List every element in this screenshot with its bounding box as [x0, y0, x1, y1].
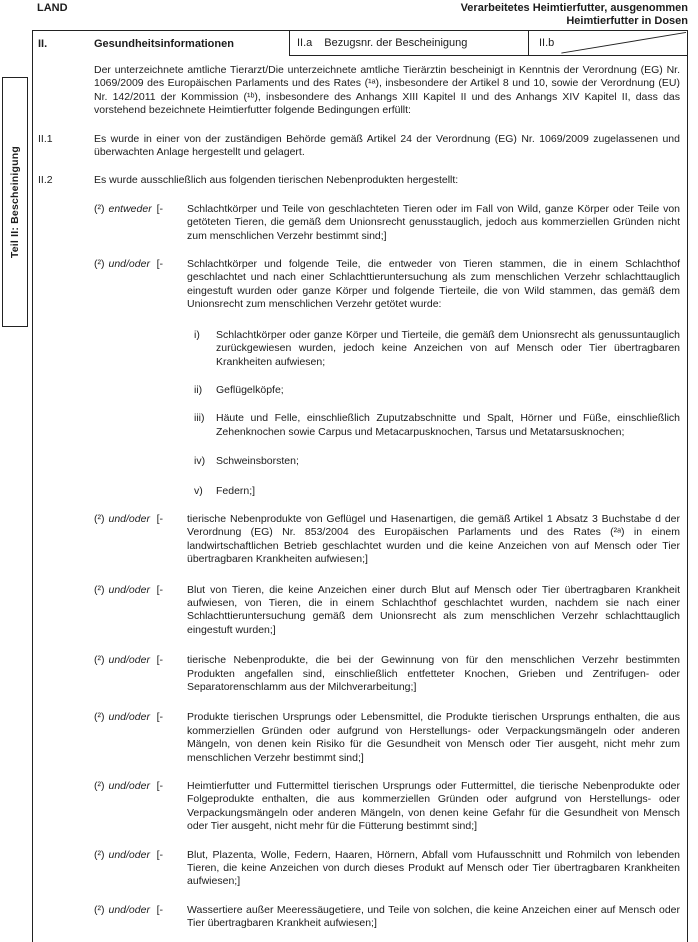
- option-open-bracket: [-: [156, 654, 163, 667]
- footnote-marker: (²): [94, 711, 105, 724]
- option-conjunction: und/oder: [108, 711, 150, 724]
- reference-number-code: II.a: [297, 37, 313, 49]
- document-title-line2: Heimtierfutter in Dosen: [566, 15, 688, 27]
- option-text: [187, 258, 680, 498]
- option-item-undoder-5: [94, 711, 680, 765]
- option-items-column: [94, 203, 680, 942]
- option-conjunction: und/oder: [108, 780, 150, 793]
- option-conjunction: und/oder: [108, 258, 150, 271]
- header-cell-local-reference: [528, 31, 687, 56]
- option-text: Schlachtkörper und Teile von geschlachteten Tieren oder im Fall von Wild, ganze Körper oder Teile von getöteten Tieren, die gemäß dem Unionsrecht genusstauglich, jedoch aus kommerziellen Gründen nicht zum menschlichen Verzehr bestimmt sind;]: [187, 202, 680, 242]
- option-label: [94, 904, 187, 931]
- intro-paragraph-row: [33, 64, 680, 118]
- option-item-undoder-6: [94, 780, 680, 834]
- sub-item-text: Schweinsborsten;: [216, 455, 299, 468]
- option-label: [94, 849, 187, 889]
- option-conjunction: und/oder: [108, 654, 150, 667]
- option-text: Blut, Plazenta, Wolle, Federn, Haaren, Hörnern, Abfall vom Hufausschnitt und Rohmilch von lebenden Tieren, die keine Anzeichen von durch dieses Produkt auf Mensch oder Tier übertragbaren Krankheiten aufwiesen;]: [187, 848, 680, 888]
- option-label: [94, 584, 187, 638]
- sub-item-number: i): [194, 328, 200, 341]
- option-text: tierische Nebenprodukte von Geflügel und Hasenartigen, die gemäß Artikel 1 Absatz 3 Buchstabe d der Verordnung (EG) Nr. 853/2004 des Europäischen Parlaments und des Rates (²ᵃ) in einem landwirtschaftlichen Betrieb geschlachtet wurden und die keine Anzeichen von auf Mensch oder Tier übertragbaren Krankheiten aufwiesen;]: [187, 512, 680, 566]
- option-label: [94, 654, 187, 694]
- option-open-bracket: [-: [156, 583, 163, 596]
- option-label: [94, 780, 187, 834]
- intro-num-spacer: [33, 64, 94, 118]
- option-item-entweder: [94, 203, 680, 243]
- option-label: [94, 513, 187, 567]
- section-number: II.: [38, 37, 48, 50]
- footnote-marker: (²): [94, 583, 105, 596]
- certificate-header-row: [33, 31, 687, 56]
- option-item-undoder-7: [94, 849, 680, 889]
- section-title: Gesundheitsinformationen: [94, 37, 234, 50]
- option-open-bracket: [-: [156, 780, 163, 793]
- header-cell-section: [33, 31, 289, 56]
- option-item-undoder-4: [94, 654, 680, 694]
- country-label: LAND: [37, 2, 68, 14]
- option-open-bracket: [-: [156, 202, 163, 215]
- header-cell-reference: [289, 31, 528, 56]
- sub-item-text: Federn;]: [216, 484, 256, 497]
- footnote-marker: (²): [94, 903, 105, 916]
- document-title: [461, 2, 688, 28]
- option-paragraph: Schlachtkörper und folgende Teile, die entweder von Tieren stammen, die in einem Schlachthof geschlachtet und nach einer Schlachttieruntersuchung als zum menschlichen Verzehr schlachttauglich eingestuft wurden oder ganze Körper und folgende Tierteile, die von Wild stammen, das gemäß dem Unionsrecht zum menschlichen Verzehr getötet wurde:: [187, 258, 680, 311]
- footnote-marker: (²): [94, 202, 105, 215]
- footnote-marker: (²): [94, 654, 105, 667]
- sub-item-text: Schlachtkörper oder ganze Körper und Tierteile, die gemäß dem Unionsrecht als genussuntauglich zurückgewiesen wurden, jedoch keine Anzeichen von auf Mensch oder Tier übertragbaren Krankheiten aufwiesen;: [216, 328, 680, 368]
- option-open-bracket: [-: [156, 512, 163, 525]
- option-item-undoder-1: [94, 258, 680, 498]
- footnote-marker: (²): [94, 848, 105, 861]
- document-title-line1: Verarbeitetes Heimtierfutter, ausgenommen: [460, 2, 688, 14]
- certificate-table: [32, 30, 688, 942]
- option-open-bracket: [-: [156, 848, 163, 861]
- local-reference-code: II.b: [539, 37, 555, 49]
- option-open-bracket: [-: [156, 711, 163, 724]
- option-open-bracket: [-: [156, 258, 163, 271]
- sub-item-text: Häute und Felle, einschließlich Zuputzabschnitte und Spalt, Hörner und Füße, einschließlich Zehenknochen sowie Carpus und Metacarpusknochen, Tarsus und Metatarsusknochen;: [216, 412, 680, 438]
- sub-item-number: iv): [194, 455, 206, 468]
- option-text: tierische Nebenprodukte, die bei der Gewinnung von für den menschlichen Verzehr bestimmten Produkten angefallen sind, einschließlich entfetteter Knochen, Grieben und Zentrifugen- oder Separatorenschlamm aus der Milchverarbeitung;]: [187, 654, 680, 693]
- option-item-undoder-3: [94, 584, 680, 638]
- sub-item-ii: [194, 384, 680, 397]
- sub-item-number: ii): [194, 383, 203, 396]
- option-conjunction: und/oder: [108, 512, 150, 525]
- part-ii-side-tab: [2, 77, 28, 327]
- clause-ii1-text: Es wurde in einer von der zuständigen Behörde gemäß Artikel 24 der Verordnung (EG) Nr. 1069/2009 zugelassenen und überwachten Anlage hergestellt und gelagert.: [94, 132, 680, 159]
- option-items-row: [33, 203, 680, 942]
- sub-item-v: [194, 485, 680, 498]
- option-open-bracket: [-: [156, 903, 163, 916]
- option-label: [94, 203, 187, 243]
- sub-item-number: iii): [194, 412, 205, 425]
- sub-item-i: [194, 329, 680, 369]
- option-text: Wassertiere außer Meeressäugetiere, und Teile von solchen, die keine Anzeichen einer auf Mensch oder Tier übertragbaren Krankheit aufwiesen;]: [187, 903, 680, 930]
- intro-paragraph: Der unterzeichnete amtliche Tierarzt/Die unterzeichnete amtliche Tierärztin bescheinigt in Kenntnis der Verordnung (EG) Nr. 1069/2009 des Europäischen Parlaments und des Rates (¹ᵃ), insbesondere der Artikel 8 und 10, sowie der Verordnung (EU) Nr. 142/2011 der Kommission (¹ᵇ), insbesondere des Anhangs XIII Kapitel II und des Anhangs XIV Kapitel II, dass das vorstehend bezeichnete Heimtierfutter folgende Bedingungen erfüllt:: [94, 64, 680, 117]
- part-ii-side-tab-label: Teil II: Bescheinigung: [9, 145, 21, 259]
- reference-number-label: Bezugsnr. der Bescheinigung: [324, 37, 468, 49]
- footnote-marker: (²): [94, 258, 105, 271]
- option-text: Blut von Tieren, die keine Anzeichen einer durch Blut auf Mensch oder Tier übertragbaren Krankheit aufwiesen, von Tieren, die in einem Schlachthof geschlachtet wurden, nachdem sie nach einer Schlachttieruntersuchung gemäß dem Unionsrecht als zum menschlichen Verzehr schlachttauglich eingestuft wurden;]: [187, 583, 680, 636]
- option-label: [94, 258, 187, 498]
- option-conjunction: und/oder: [108, 848, 150, 861]
- sub-item-iv: [194, 455, 680, 468]
- option-item-undoder-2: [94, 513, 680, 567]
- option-text: Heimtierfutter und Futtermittel tierischen Ursprungs oder Futtermittel, die tierische Nebenprodukte oder Folgeprodukte enthalten, die aus kommerziellen Gründen oder aufgrund von Herstellungs- oder Verpackungsmängeln oder anderen Mängeln, von denen keine Gefahr für die Gesundheit von Mensch oder Tier ausgeht, nicht mehr für die Fütterung bestimmt sind;]: [187, 780, 680, 833]
- option-conjunction: und/oder: [108, 583, 150, 596]
- sub-item-text: Geflügelköpfe;: [216, 383, 284, 396]
- sub-item-number: v): [194, 484, 203, 497]
- sub-item-iii: [194, 412, 680, 439]
- footnote-marker: (²): [94, 780, 105, 793]
- option-item-undoder-8: [94, 904, 680, 931]
- clause-ii2-text: Es wurde ausschließlich aus folgenden tierischen Nebenprodukten hergestellt:: [94, 174, 459, 187]
- option-conjunction: und/oder: [108, 903, 150, 916]
- clause-ii1-number: II.1: [38, 132, 53, 145]
- option-conjunction: entweder: [108, 202, 152, 215]
- option-items-spacer: [33, 203, 94, 942]
- clause-ii1-row: [33, 133, 680, 160]
- clause-ii2-row: [33, 174, 680, 187]
- certificate-body: [33, 56, 687, 942]
- footnote-marker: (²): [94, 512, 105, 525]
- option-text: Produkte tierischen Ursprungs oder Lebensmittel, die Produkte tierischen Ursprungs enthalten, die aus kommerziellen Gründen oder aufgrund von Herstellungs- oder Verpackungsmängeln oder anderen Mängeln, von denen kein Risiko für die Gesundheit von Mensch oder Tier ausgeht, nicht mehr zum menschlichen Verzehr bestimmt sind;]: [187, 711, 680, 764]
- clause-ii2-number: II.2: [38, 174, 53, 187]
- option-label: [94, 711, 187, 765]
